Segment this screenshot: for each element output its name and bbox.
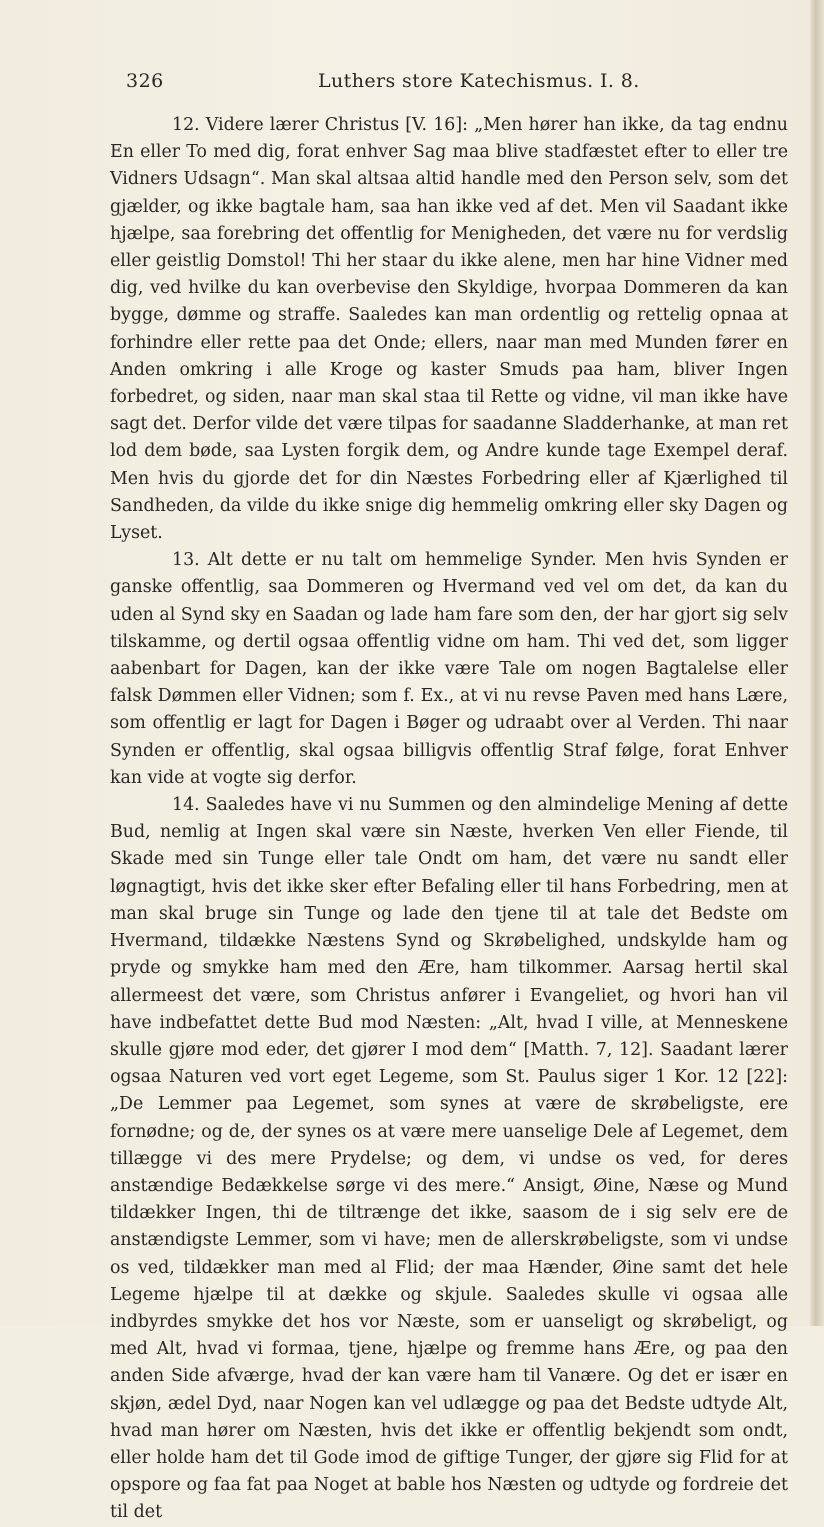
paragraph-13: 13. Alt dette er nu talt om hemmelige Synder. Men hvis Synden er ganske offentlig, saa Dommeren og Hvermand ved vel om det, da kan du uden al Synd sky en Saadan og lade ham fare som den, der har gjort sig selv tilskamme, og dertil ogsaa offentlig vidne om ham. Thi ved det, som ligger aabenbart for Dagen, kan der ikke være Tale om nogen Bagtalelse eller falsk Dømmen eller Vidnen; som f. Ex., at vi nu revse Paven med hans Lære, som offentlig er lagt for Dagen i Bøger og udraabt over al Verden. Thi naar Synden er offentlig, skal ogsaa billigvis offentlig Straf følge, forat Enhver kan vide at vogte sig derfor. — [110, 550, 788, 788]
paragraph-12: 12. Videre lærer Christus [V. 16]: „Men hører han ikke, da tag endnu En eller To med dig, forat enhver Sag maa blive stadfæstet efter to eller tre Vidners Udsagn“. Man skal altsaa altid handle med den Person selv, som det gjælder, og ikke bagtale ham, saa han ikke ved af det. Men vil Saadant ikke hjælpe, saa forebring det offentlig for Menigheden, det være nu for verdslig eller geistlig Domstol! Thi her staar du ikke alene, men har hine Vidner med dig, ved hvilke du kan overbevise den Skyldige, hvorpaa Dommeren da kan bygge, dømme og straffe. Saaledes kan man ordentlig og rettelig opnaa at forhindre eller rette paa det Onde; ellers, naar man med Munden fører en Anden omkring i alle Kroge og kaster Smuds paa ham, bliver Ingen forbedret, og siden, naar man skal staa til Rette og vidne, vil man ikke have sagt det. Derfor vilde det være tilpas for saadanne Sladderhanke, at man ret lod dem bøde, saa Lysten forgik dem, og Andre kunde tage Exempel deraf. Men hvis du gjorde det for din Næstes Forbedring eller af Kjærlighed til Sandheden, da vilde du ikke snige dig hemmelig omkring eller sky Dagen og Lyset. — [110, 115, 788, 544]
running-title: Luthers store Katechismus. I. 8. — [318, 70, 640, 92]
body-text — [110, 112, 788, 1527]
page-header — [126, 70, 784, 98]
page-number: 326 — [126, 70, 164, 92]
page-edge — [810, 0, 824, 1326]
paragraph-14: 14. Saaledes have vi nu Summen og den almindelige Mening af dette Bud, nemlig at Ingen skal være sin Næste, hverken Ven eller Fiende, til Skade med sin Tunge eller tale Ondt om ham, det være nu sandt eller løgnagtigt, hvis det ikke sker efter Befaling eller til hans Forbedring, men at man skal bruge sin Tunge og lade den tjene til at tale det Bedste om Hvermand, tildække Næstens Synd og Skrøbelighed, undskylde ham og pryde og smykke ham med den Ære, ham tilkommer. Aarsag hertil skal allermeest det være, som Christus anfører i Evangeliet, og hvori han vil have indbefattet dette Bud mod Næsten: „Alt, hvad I ville, at Menneskene skulle gjøre mod eder, det gjører I mod dem“ [Matth. 7, 12]. Saadant lærer ogsaa Naturen ved vort eget Legeme, som St. Paulus siger 1 Kor. 12 [22]: „De Lemmer paa Legemet, som synes at være de skrøbeligste, ere fornødne; og de, der synes os at være mere uanselige Dele af Legemet, dem tillægge vi des mere Prydelse; og dem, vi undse os ved, for deres anstændige Bedækkelse sørge vi des mere.“ Ansigt, Øine, Næse og Mund tildækker Ingen, thi de tiltrænge det ikke, saasom de i sig selv ere de anstændigste Lemmer, som vi have; men de allerskrøbeligste, som vi undse os ved, tildækker man med al Flid; der maa Hænder, Øine samt det hele Legeme hjælpe til at dække og skjule. Saaledes skulle vi ogsaa alle indbyrdes smykke det hos vor Næste, som er uanseligt og skrøbeligt, og med Alt, hvad vi formaa, tjene, hjælpe og fremme hans Ære, og paa den anden Side afværge, hvad der kan være ham til Vanære. Og det er især en skjøn, ædel Dyd, naar Nogen kan vel udlægge og paa det Bedste udtyde Alt, hvad man hører om Næsten, hvis det ikke er offentlig bekjendt som ondt, eller holde ham det til Gode imod de giftige Tunger, der gjøre sig Flid for at opspore og faa fat paa Noget at bable hos Næsten og udtyde og fordreie det til det — [110, 795, 788, 1523]
